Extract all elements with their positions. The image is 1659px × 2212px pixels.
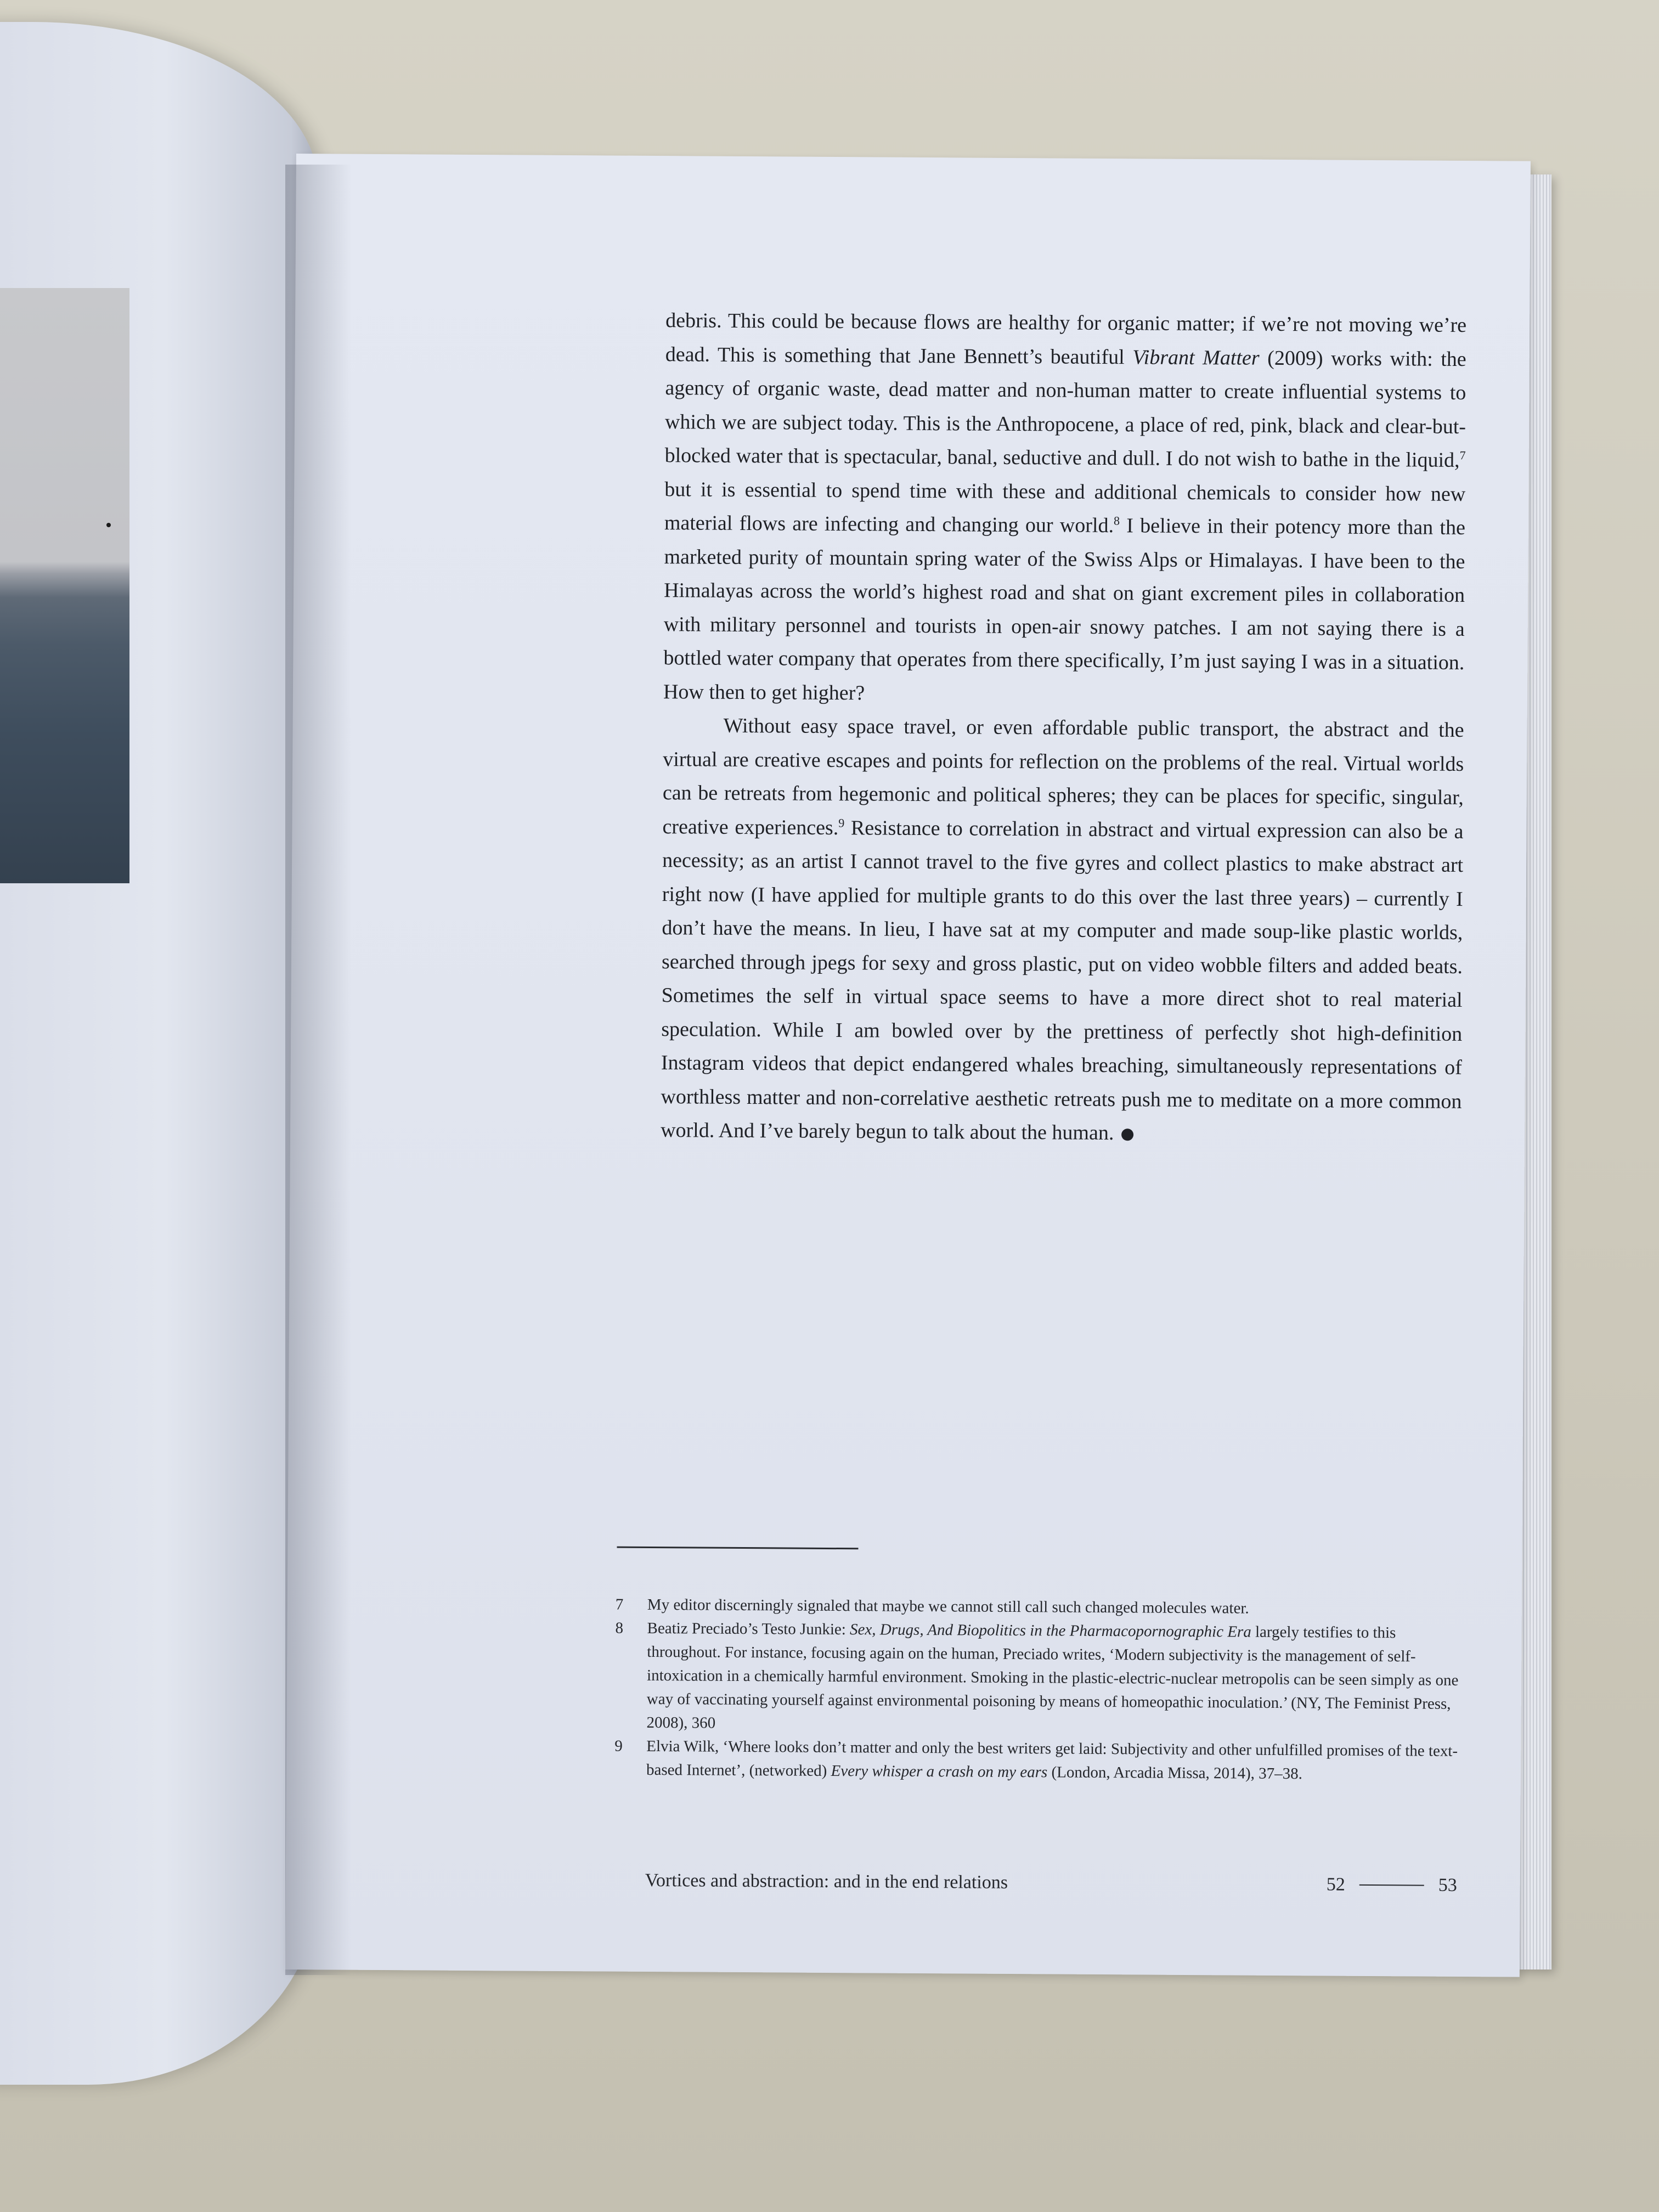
page-number-right: 53: [1438, 1875, 1457, 1895]
footnote-9: [614, 1735, 1459, 1787]
footnote-number: 8: [615, 1619, 624, 1637]
left-page: [0, 22, 318, 2085]
footnote-ref-8: 8: [1114, 514, 1120, 528]
seascape-photo: [0, 288, 129, 883]
paragraph-1: debris. This could be because flows are healthy for organic matter; if we’re not moving we’re dead. This is something that Jane Bennett’s beautiful Vibrant Matter (2009) works with: the agency of organic waste, dead matter and non-human matter to create influential systems to which we are subject today. This is the Anthropocene, a place of red, pink, black and clear-but-blocked water that is spectacular, banal, seductive and dull. I do not wish to bathe in the liquid,$^7$ but it is essential to spend time with these and additional chemicals to consider how new material flows are infecting and changing our world.$^8$ I believe in their potency more than the marketed purity of mountain spring water of the Swiss Alps or Himalayas. I have been to the Himalayas across the world’s highest road and shat on giant excrement piles in collaboration with military personnel and tourists in open-air snowy patches. I am not saying there is a bottled water company that operates from there specifically, I’m just saying I was in a situation. How then to get higher?: [663, 309, 1467, 704]
body-text: [661, 304, 1466, 1152]
footnote-8: [614, 1617, 1460, 1740]
footnote-rule: [617, 1547, 858, 1550]
photo-detail-dot: [106, 523, 111, 527]
paragraph-2: Without easy space travel, or even affordable public transport, the abstract and the virtual are creative escapes and points for reflection on the problems of the real. Virtual worlds can be retreats from hegemonic and political spheres; they can be places for specific, singular, creative experiences.$^9$ Resistance to correlation in abstract and virtual expression can also be a necessity; as an artist I cannot travel to the five gyres and collect plastics to make abstract art right now (I have applied for multiple grants to do this over the last three years) – currently I don’t have the means. In lieu, I have sat at my computer and made soup-like plastic worlds, searched through jpegs for sexy and gross plastic, put on video wobble filters and added beats. Sometimes the self in virtual space seems to have a more direct shot to real material speculation. While I am bowled over by the prettiness of perfectly shot high-definition Instagram videos that depict endangered whales breaching, simultaneously representations of worthless matter and non-correlative aesthetic retreats push me to meditate on a more common world. And I’ve barely begun to talk about the human.: [661, 714, 1464, 1145]
running-title: Vortices and abstraction: and in the end relations: [645, 1870, 1008, 1893]
end-mark-bullet: [1121, 1129, 1133, 1141]
footnote-ref-7: 7: [1459, 448, 1466, 462]
gutter-shadow: [285, 165, 351, 1975]
footnote-text: My editor discerningly signaled that maybe we cannot still call such changed molecules water.: [647, 1595, 1249, 1617]
page-number-left: 52: [1326, 1874, 1345, 1895]
footnote-text: Beatiz Preciado’s Testo Junkie: Sex, Drugs, And Biopolitics in the Pharmacopornographic Era largely testifies to this throughout. For instance, focusing again on the human, Preciado writes, ‘Modern subjectivity is the management of self-intoxication in a chemically harmful environment. Smoking in the plastic-electric-nuclear metropolis can be seen simply as one way of vaccinating yourself against environmental poisoning by means of homeopathic inoculation.’ (NY, The Feminist Press, 2008), 360: [646, 1619, 1459, 1732]
footnote-text: Elvia Wilk, ‘Where looks don’t matter and only the best writers get laid: Subjectivity and other unfulfilled promises of the text-based Internet’, (networked) Every whisper a crash on my ears (London, Arcadia Missa, 2014), 37–38.: [646, 1737, 1458, 1783]
footnotes: [614, 1593, 1460, 1787]
book-title-vibrant-matter: Vibrant Matter: [1132, 345, 1260, 370]
footnote-ref-9: 9: [838, 815, 845, 830]
footnote-number: 9: [614, 1737, 623, 1755]
right-page: [285, 154, 1531, 1977]
footnote-number: 7: [615, 1595, 624, 1613]
running-footer: [645, 1870, 1457, 1896]
folio-dash: [1359, 1884, 1424, 1886]
page-numbers: [1327, 1875, 1457, 1896]
